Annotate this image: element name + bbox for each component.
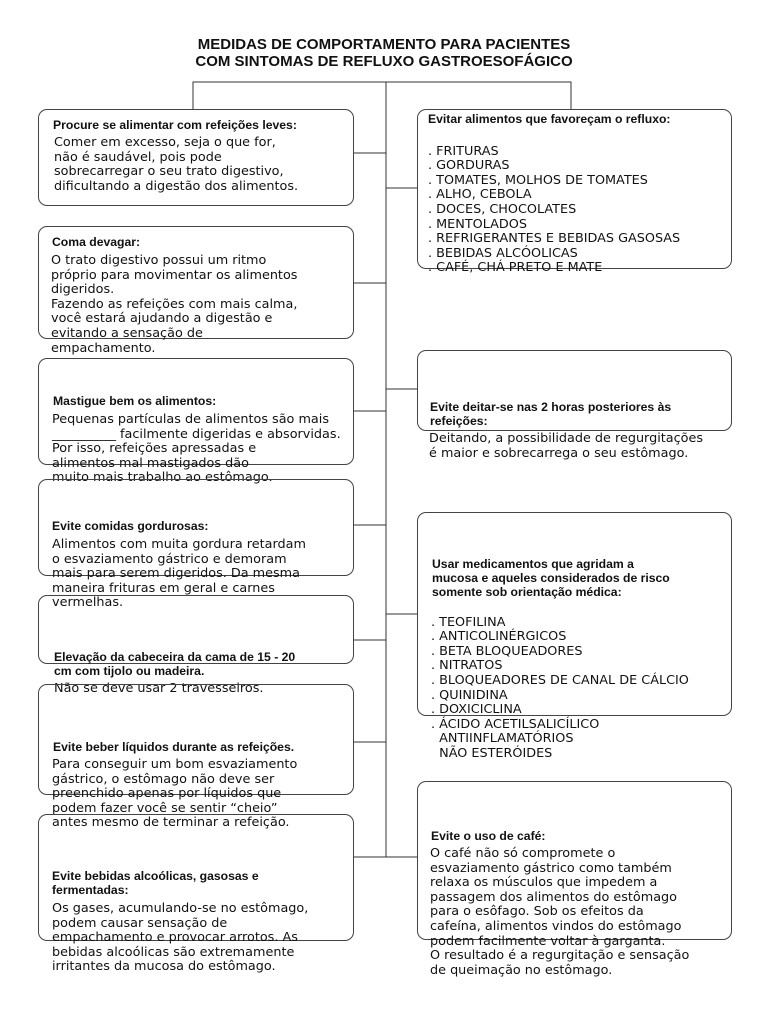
evitar-alimentos-item: . BEBIDAS ALCÓOLICAS [428, 245, 578, 261]
cabeceira-body: Não se deve usar 2 travesseiros. [54, 681, 264, 696]
medicamentos-item: . BETA BLOQUEADORES [431, 643, 583, 659]
cafe-body: O café não só compromete o esvaziamento gástrico como também relaxa os músculos que impedem a passagem dos alimentos do estômago para o esôfago. Sob os efeitos da cafeína, alimentos vindos do estômago podem facilmente voltar à garganta. O resultado é a regurgitação e sensação de queimação no estômago. [430, 846, 690, 978]
coma-devagar-body: O trato digestivo possui um ritmo próprio para movimentar os alimentos digeridos. Fazendo as refeições com mais calma, você estará ajudando a digestão e evitando a sensação de empachamento. [51, 253, 298, 356]
mastigue-heading: Mastigue bem os alimentos: [53, 394, 217, 408]
medicamentos-item: ANTIINFLAMATÓRIOS [431, 731, 574, 747]
gordurosas-body: Alimentos com muita gordura retardam o esvaziamento gástrico e demoram mais para serem digeridos. Da mesma maneira frituras em geral e carnes vermelhas. [52, 537, 306, 611]
alcoolicas-body: Os gases, acumulando-se no estômago, podem causar sensação de empachamento e provocar arrotos. As bebidas alcoólicas são extremamente irritantes da mucosa do estômago. [52, 901, 309, 975]
evitar-alimentos-item: . REFRIGERANTES E BEBIDAS GASOSAS [428, 231, 681, 247]
medicamentos-item: NÃO ESTERÓIDES [431, 745, 553, 761]
cabeceira-heading: Elevação da cabeceira da cama de 15 - 20 cm com tijolo ou madeira. [54, 650, 296, 678]
liquidos-heading: Evite beber líquidos durante as refeições. [53, 740, 295, 754]
deitar-body: Deitando, a possibilidade de regurgitações é maior e sobrecarrega o seu estômago. [429, 431, 704, 461]
mastigue-body: Pequenas partículas de alimentos são mais __________ facilmente digeridas e absorvidas. Por isso, refeições apressadas e alimentos mal mastigados dão muito mais trabalho ao estômago. [52, 412, 341, 486]
medicamentos-heading: Usar medicamentos que agridam a mucosa e aqueles considerados de risco somente sob orientação médica: [432, 557, 670, 599]
evitar-alimentos-item: . GORDURAS [428, 158, 510, 174]
cafe-heading: Evite o uso de café: [431, 829, 546, 843]
evitar-alimentos-list [428, 130, 723, 291]
evitar-alimentos-item: . DOCES, CHOCOLATES [428, 201, 577, 217]
medicamentos-list [431, 601, 726, 776]
evitar-alimentos-item: . FRITURAS [428, 143, 499, 159]
evitar-alimentos-heading: Evitar alimentos que favoreçam o refluxo: [428, 112, 671, 126]
deitar-heading: Evite deitar-se nas 2 horas posteriores às refeições: [430, 400, 672, 428]
evitar-alimentos-item: . ALHO, CEBOLA [428, 187, 532, 203]
medicamentos-item: . BLOQUEADORES DE CANAL DE CÁLCIO [431, 672, 689, 688]
diagram-title-line-2: COM SINTOMAS DE REFLUXO GASTROESOFÁGICO [195, 53, 573, 70]
top-bracket-line [193, 82, 571, 110]
diagram-title-line-1: MEDIDAS DE COMPORTAMENTO PARA PACIENTES [197, 36, 571, 53]
gordurosas-heading: Evite comidas gordurosas: [52, 519, 209, 533]
alcoolicas-heading: Evite bebidas alcoólicas, gasosas e fermentadas: [52, 869, 259, 897]
evitar-alimentos-item: . CAFÉ, CHÁ PRETO E MATE [428, 260, 603, 276]
evitar-alimentos-item: . TOMATES, MOLHOS DE TOMATES [428, 172, 648, 188]
medicamentos-item: . ÁCIDO ACETILSALICÍLICO [431, 716, 600, 732]
medicamentos-item: . NITRATOS [431, 658, 503, 674]
evitar-alimentos-item: . MENTOLADOS [428, 216, 527, 232]
refeicoes-leves-heading: Procure se alimentar com refeições leves: [53, 118, 297, 132]
medicamentos-item: . TEOFILINA [431, 614, 506, 630]
liquidos-body: Para conseguir um bom esvaziamento gástrico, o estômago não deve ser preenchido apenas por líquidos que podem fazer você se sentir “cheio” antes mesmo de terminar a refeição. [52, 757, 298, 831]
coma-devagar-heading: Coma devagar: [52, 235, 141, 249]
medicamentos-item: . ANTICOLINÉRGICOS [431, 629, 567, 645]
refeicoes-leves-body: Comer em excesso, seja o que for, não é saudável, pois pode sobrecarregar o seu trato digestivo, dificultando a digestão dos alimentos. [54, 135, 299, 194]
medicamentos-item: . DOXICICLINA [431, 702, 522, 718]
medicamentos-item: . QUINIDINA [431, 687, 508, 703]
